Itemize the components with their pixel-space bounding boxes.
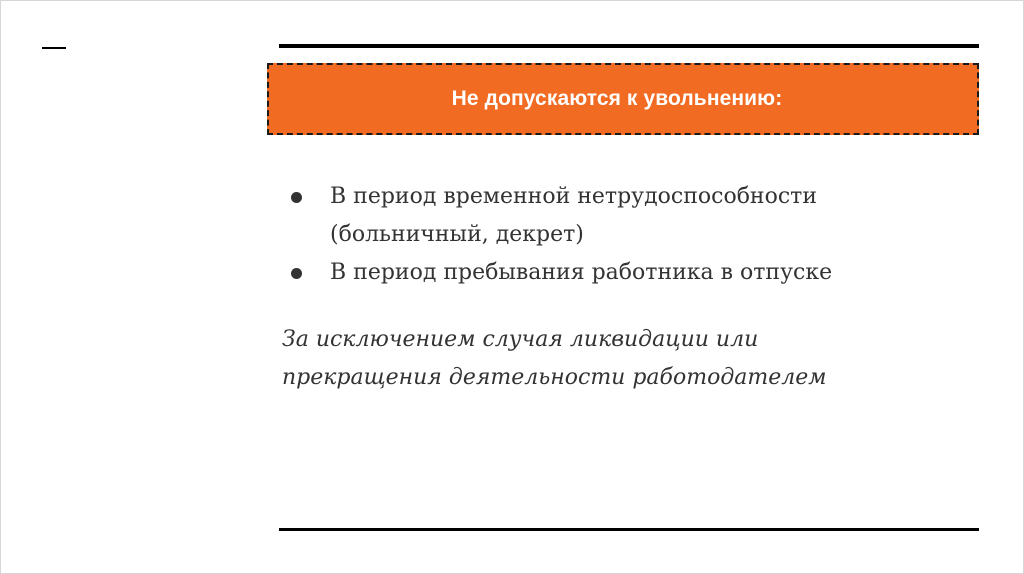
bullet-icon xyxy=(291,192,302,203)
top-rule xyxy=(279,44,979,48)
title-banner xyxy=(267,63,979,135)
list-item xyxy=(291,178,971,254)
list-item-text: В период временной нетрудоспособности (больничный, декрет) xyxy=(330,184,817,247)
bullet-list xyxy=(291,178,971,292)
list-item xyxy=(291,254,971,292)
exception-note xyxy=(282,321,972,397)
note-line-2: прекращения деятельности работодателем xyxy=(282,365,827,390)
bottom-rule xyxy=(279,528,979,531)
list-item-text: В период пребывания работника в отпуске xyxy=(330,260,833,285)
slide-title: Не допускаются к увольнению: xyxy=(451,87,783,110)
bullet-icon xyxy=(291,268,302,279)
note-line-1: За исключением случая ликвидации или xyxy=(282,327,759,352)
corner-dash-decoration xyxy=(42,47,66,49)
